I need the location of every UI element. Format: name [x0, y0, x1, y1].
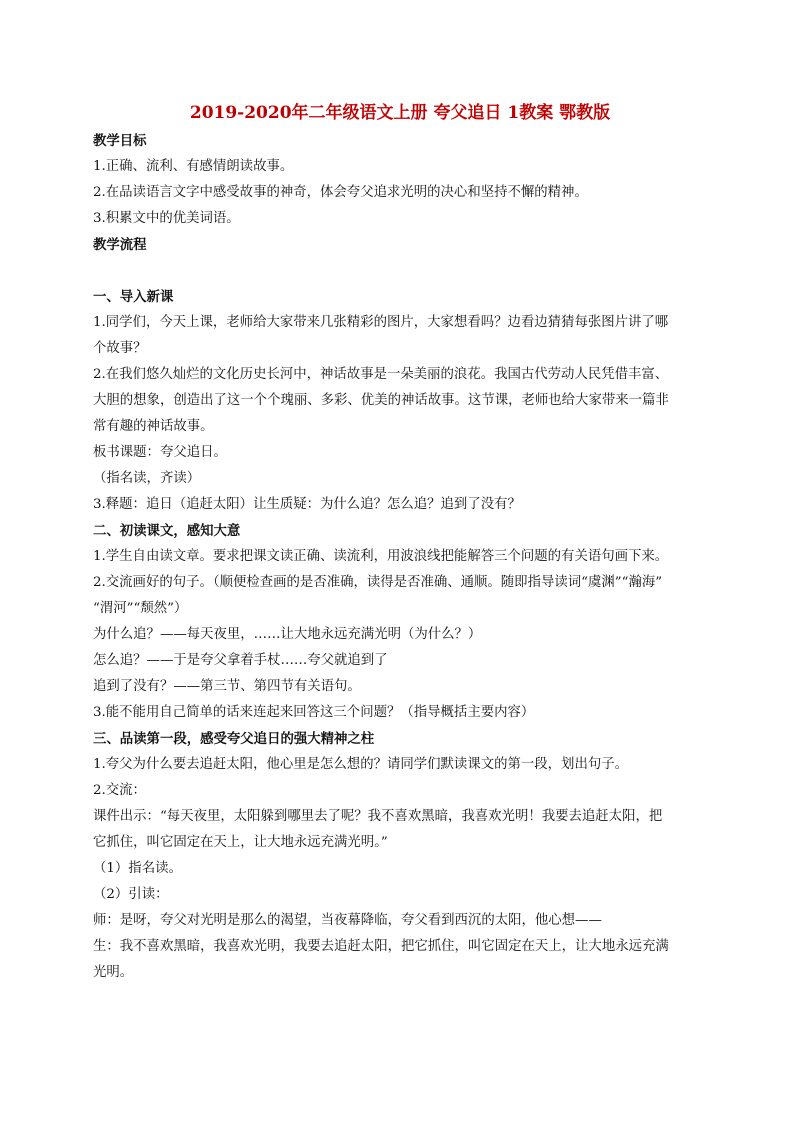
paragraph-line: 师：是呀，夸父对光明是那么的渴望，当夜幕降临，夸父看到西沉的太阳，他心想—— — [93, 913, 602, 928]
paragraph-line: 1.学生自由读文章。要求把课文读正确、读流利，用波浪线把能解答三个问题的有关语句画下来。 — [93, 549, 669, 564]
paragraph-line: 板书课题：夸父追日。 — [93, 445, 227, 460]
paragraph-line: 2.交流画好的句子。（顺便检查画的是否准确，读得是否准确、通顺。随即指导读词“虞渊”“瀚海” — [93, 575, 663, 590]
paragraph-line: 3.释题：追日（追赶太阳）让生质疑：为什么追？怎么追？追到了没有？ — [93, 497, 521, 512]
paragraph-line: 为什么追？——每天夜里，……让大地永远充满光明（为什么？） — [93, 627, 482, 642]
paragraph-line: 它抓住，叫它固定在天上，让大地永远充满光明。” — [93, 835, 388, 850]
objectives-heading: 教学目标 — [93, 133, 147, 149]
paragraph-line: 怎么追？——于是夸父拿着手杖……夸父就追到了 — [93, 653, 388, 668]
paragraph-line: 个故事？ — [93, 341, 147, 356]
spacer — [93, 258, 718, 284]
paragraph-line: 课件出示：“每天夜里，太阳躲到哪里去了呢？我不喜欢黑暗，我喜欢光明！我要去追赶太阳，把 — [93, 809, 663, 824]
paragraph-line: 光明。 — [93, 965, 134, 980]
objective-item-1: 1.正确、流利、有感情朗读故事。 — [93, 159, 294, 174]
objective-item-3: 3.积累文中的优美词语。 — [93, 211, 240, 226]
document-title: 2019-2020年二年级语文上册 夸父追日 1教案 鄂教版 — [189, 103, 611, 123]
paragraph-line: （1）指名读。 — [93, 861, 182, 876]
paragraph-line: 大胆的想象，创造出了这一个个瑰丽、多彩、优美的神话故事。这节课，老师也给大家带来一篇非 — [93, 393, 669, 408]
objective-item-2: 2.在品读语言文字中感受故事的神奇，体会夸父追求光明的决心和坚持不懈的精神。 — [93, 185, 588, 200]
document-body — [93, 128, 718, 986]
section2-heading: 二、初读课文，感知大意 — [93, 523, 241, 539]
paragraph-line: “渭河”“颓然”） — [93, 601, 188, 616]
paragraph-line: （指名读，齐读） — [93, 471, 201, 486]
paragraph-line: 追到了没有？——第三节、第四节有关语句。 — [93, 679, 361, 694]
paragraph-line: 1.夸父为什么要去追赶太阳，他心里是怎么想的？请同学们默读课文的第一段，划出句子。 — [93, 757, 629, 772]
paragraph-line: 常有趣的神话故事。 — [93, 419, 214, 434]
paragraph-line: 2.在我们悠久灿烂的文化历史长河中，神话故事是一朵美丽的浪花。我国古代劳动人民凭借丰富、 — [93, 367, 669, 382]
paragraph-line: 生：我不喜欢黑暗，我喜欢光明，我要去追赶太阳，把它抓住，叫它固定在天上，让大地永远充满 — [93, 939, 669, 954]
paragraph-line: 1.同学们，今天上课，老师给大家带来几张精彩的图片，大家想看吗？边看边猜猜每张图片讲了哪 — [93, 315, 669, 330]
paragraph-line: （2）引读： — [93, 887, 169, 902]
section3-heading: 三、品读第一段，感受夸父追日的强大精神之柱 — [93, 731, 375, 747]
paragraph-line: 2.交流： — [93, 783, 146, 798]
section1-heading: 一、导入新课 — [93, 289, 174, 305]
flow-heading: 教学流程 — [93, 237, 147, 253]
paragraph-line: 3.能不能用自己简单的话来连起来回答这三个问题？（指导概括主要内容） — [93, 705, 535, 720]
